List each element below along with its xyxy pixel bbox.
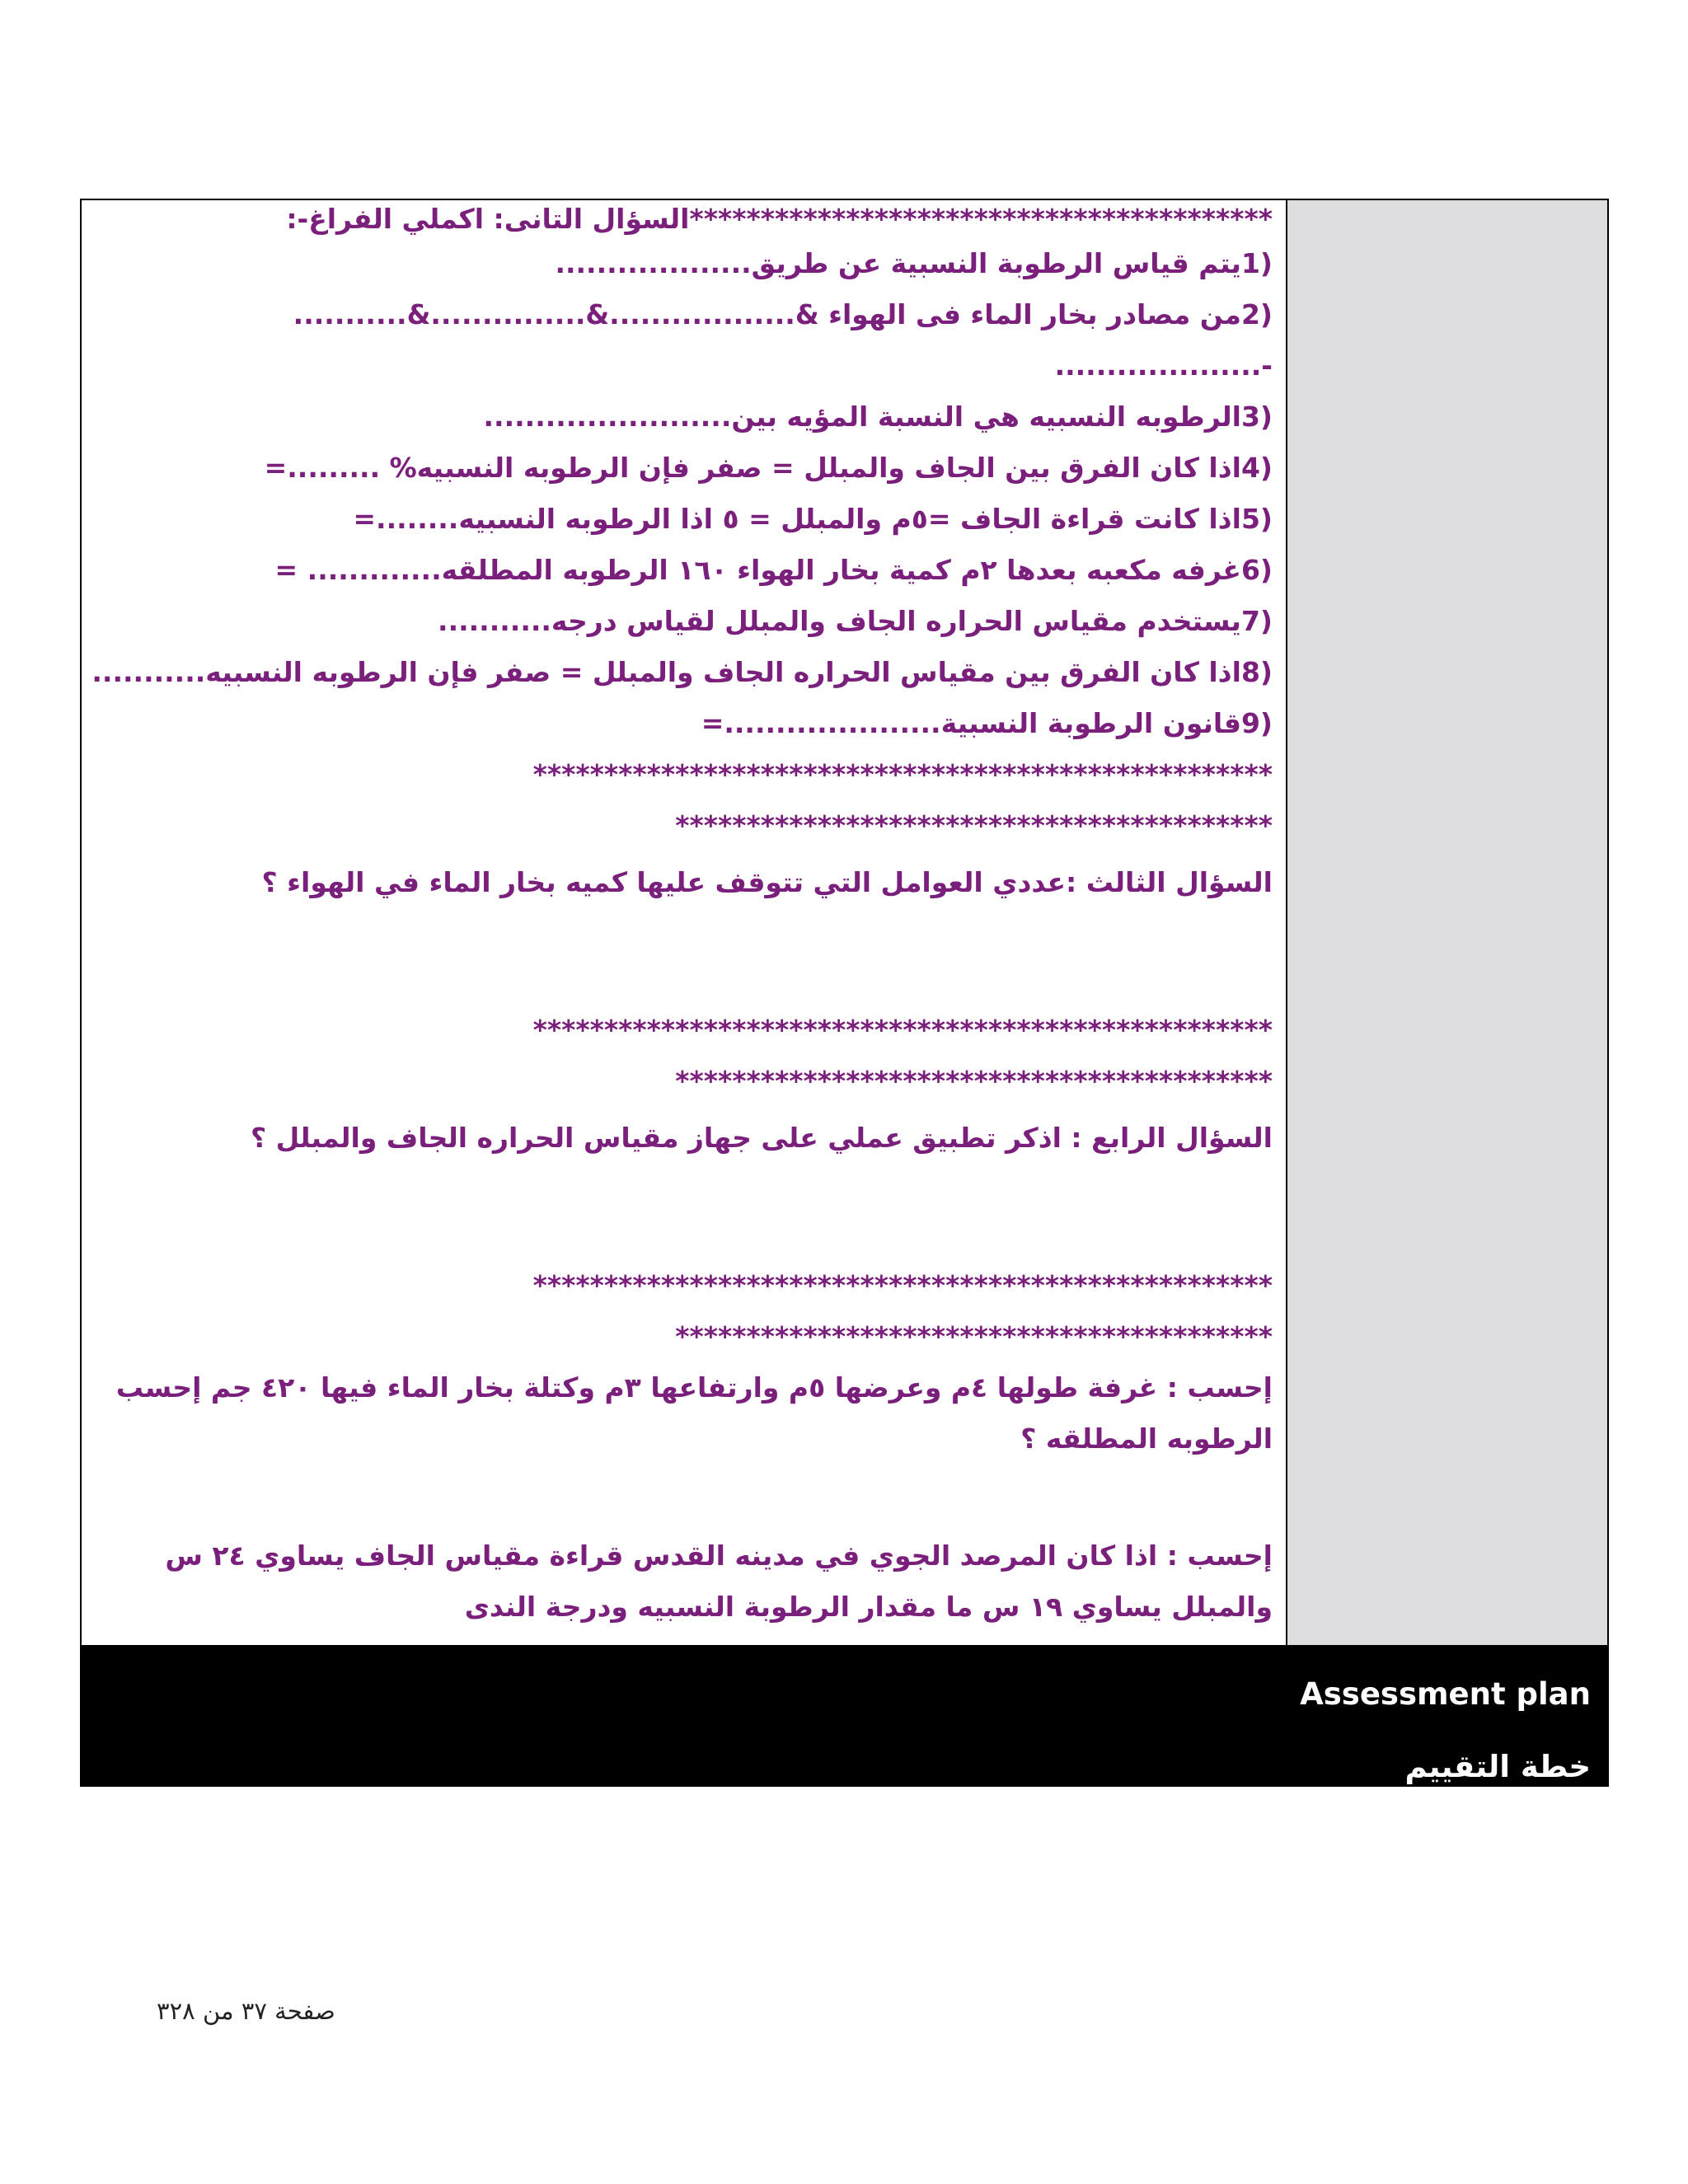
question2-item-3: (3الرطوبه النسبيه هي النسبة المؤيه بين........................: [483, 401, 1273, 433]
separator-long: ****************************************************: [532, 1269, 1273, 1301]
question3: السؤال الثالث :عددي العوامل التي تتوقف عليها كميه بخار الماء في الهواء ؟: [261, 866, 1273, 898]
questions-cell: [82, 200, 1287, 1645]
separator-short: ******************************************: [675, 1320, 1273, 1352]
question2-item-5: (5اذا كانت قراءة الجاف =٥م والمبلل = ٥ اذا الرطوبه النسبيه........=: [353, 503, 1273, 535]
question2-item-2-continuation: -....................: [1054, 349, 1273, 382]
separator-long: ****************************************************: [532, 758, 1273, 790]
question2-item-4: (4اذا كان الفرق بين الجاف والمبلل = صفر فإن الرطوبه النسبيه% .........=: [264, 452, 1273, 484]
assessment-plan-row: [82, 1645, 1607, 1785]
separator-short: ******************************************: [675, 1065, 1273, 1097]
answer-space: [90, 1465, 1273, 1530]
question2-header: *****************************************السؤال التانى: اكملي الفراغ-:: [286, 203, 1273, 235]
side-cell: [1287, 200, 1607, 1645]
question2-item-9: (9قانون الرطوبة النسبية.....................=: [701, 707, 1273, 739]
assessment-plan-label-arabic: خطة التقييم: [1404, 1749, 1591, 1784]
questions-text: [90, 200, 1273, 1633]
calculation-1: إحسب : غرفة طولها ٤م وعرضها ٥م وارتفاعها ٣م وكتلة بخار الماء فيها ٤٢٠ جم إحسب الرطوبه المطلقه ؟: [115, 1371, 1273, 1455]
separator-long: ****************************************************: [532, 1014, 1273, 1046]
answer-space: [90, 914, 1273, 1005]
question2-item-2: (2من مصادر بخار الماء فى الهواء &..................&...............&...........: [293, 298, 1273, 330]
answer-space: [90, 1169, 1273, 1260]
question2-item-8: (8اذا كان الفرق بين مقياس الحراره الجاف والمبلل = صفر فإن الرطوبه النسبيه...........: [91, 656, 1273, 688]
assessment-plan-label: Assessment plan: [1300, 1676, 1591, 1712]
question4: السؤال الرابع : اذكر تطبيق عملي على جهاز مقياس الحراره الجاف والمبلل ؟: [251, 1122, 1273, 1154]
separator-short: ******************************************: [675, 809, 1273, 841]
question2-item-1: (1يتم قياس الرطوبة النسبية عن طريق...................: [555, 247, 1273, 279]
page-number: صفحة ٣٧ من ٣٢٨: [157, 1997, 335, 2025]
question2-item-7: (7يستخدم مقياس الحراره الجاف والمبلل لقياس درجه...........: [438, 605, 1273, 637]
calculation-2: إحسب : اذا كان المرصد الجوي في مدينه القدس قراءة مقياس الجاف يساوي ٢٤ س والمبلل يساوي ١٩ س ما مقدار الرطوبة النسبيه ودرجة الندى: [165, 1540, 1273, 1623]
question2-item-6: (6غرفه مكعبه بعدها ٢م كمية بخار الهواء ١٦٠ الرطوبه المطلقه............. =: [274, 554, 1273, 586]
lesson-table: [80, 199, 1609, 1787]
